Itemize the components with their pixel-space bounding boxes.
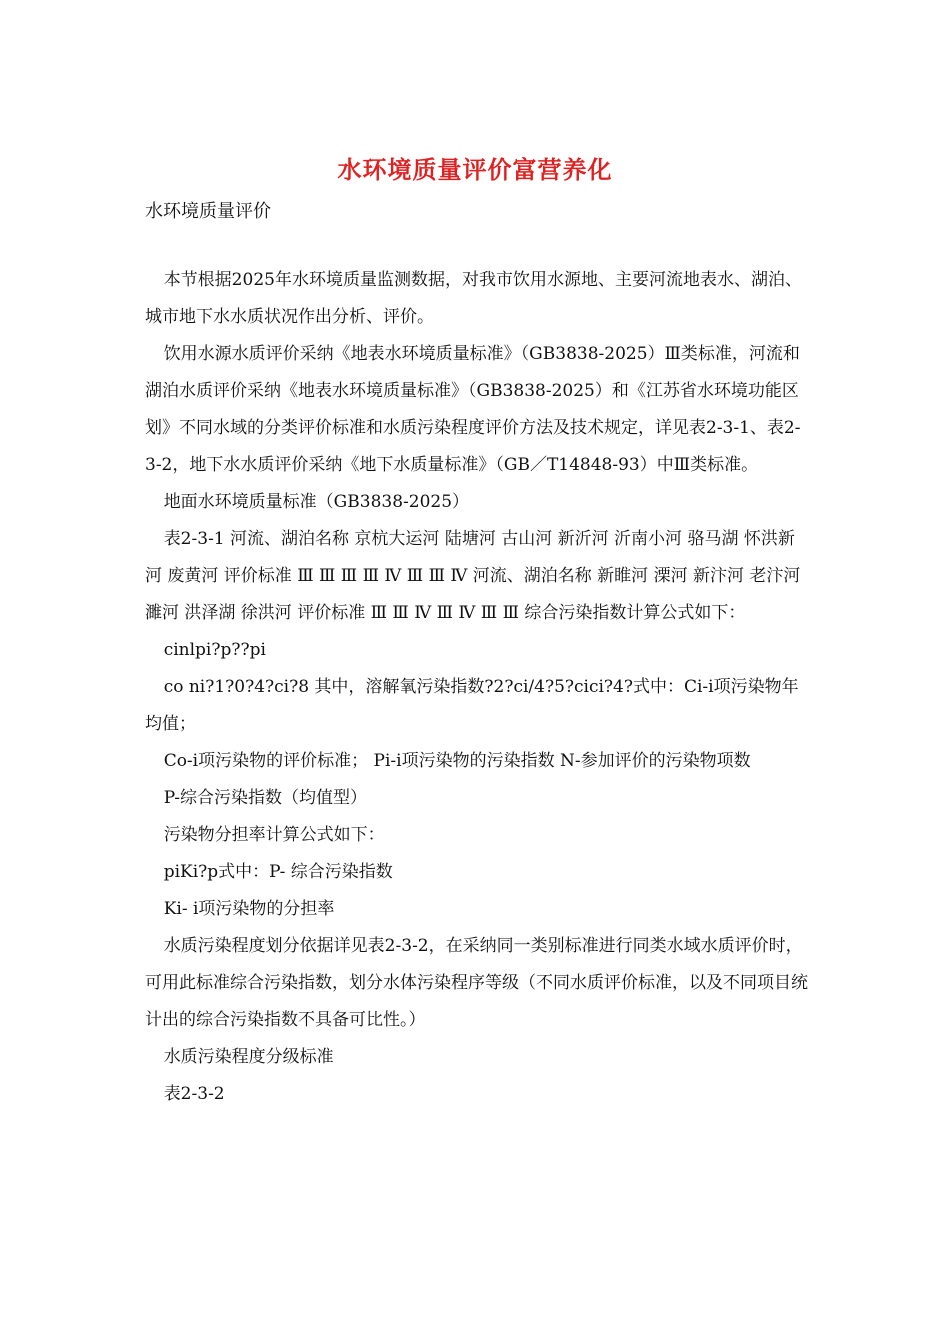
paragraph: 地面水环境质量标准（GB3838-2025） xyxy=(163,492,470,512)
paragraph: P-综合污染指数（均值型） xyxy=(163,788,367,808)
paragraph: 本节根据2025年水环境质量监测数据，对我市饮用水源地、主要河流地表水、湖泊、城市地下水水质状况作出分析、评价。 xyxy=(145,270,802,327)
paragraph: 表2-3-1 河流、湖泊名称 京杭大运河 陆塘河 古山河 新沂河 沂南小河 骆马湖 怀洪新河 废黄河 评价标准 Ⅲ Ⅲ Ⅲ Ⅲ Ⅳ Ⅲ Ⅲ Ⅳ 河流、湖泊名称 新睢河 溧河 新汴河 老汴河 濉河 洪泽湖 徐洪河 评价标准 Ⅲ Ⅲ Ⅳ Ⅲ Ⅳ Ⅲ Ⅲ 综合污染指数计算公式如下： xyxy=(145,529,801,623)
formula-line: cinlpi?p??pi xyxy=(163,640,266,660)
document-title: 水环境质量评价富营养化 xyxy=(337,155,613,184)
paragraph: 水质污染程度分级标准 xyxy=(163,1047,334,1067)
section-heading: 水环境质量评价 xyxy=(145,201,271,222)
paragraph: 水质污染程度划分依据详见表2-3-2，在采纳同一类别标准进行同类水域水质评价时，可用此标准综合污染指数，划分水体污染程序等级（不同水质评价标准，以及不同项目统计出的综合污染指数不具备可比性。） xyxy=(145,936,808,1030)
paragraph: 污染物分担率计算公式如下： xyxy=(163,825,385,845)
formula-line: co ni?1?0?4?ci?8 其中，溶解氧污染指数?2?ci/4?5?cici?4?式中：Ci-i项污染物年均值； xyxy=(145,677,799,734)
paragraph: 饮用水源水质评价采纳《地表水环境质量标准》（GB3838-2025）Ⅲ类标准，河流和湖泊水质评价采纳《地表水环境质量标准》（GB3838-2025）和《江苏省水环境功能区划》不同水域的分类评价标准和水质污染程度评价方法及技术规定，详见表2-3-1、表2-3-2，地下水水质评价采纳《地下水质量标准》（GB／T14848-93）中Ⅲ类标准。 xyxy=(145,344,801,475)
document-body xyxy=(145,262,810,1113)
table-caption: 表2-3-2 xyxy=(163,1084,225,1104)
paragraph: Ki- i项污染物的分担率 xyxy=(163,899,335,919)
paragraph: Co-i项污染物的评价标准； Pi-i项污染物的污染指数 N-参加评价的污染物项数 xyxy=(163,751,751,771)
formula-line: piKi?p式中：P- 综合污染指数 xyxy=(163,862,393,882)
